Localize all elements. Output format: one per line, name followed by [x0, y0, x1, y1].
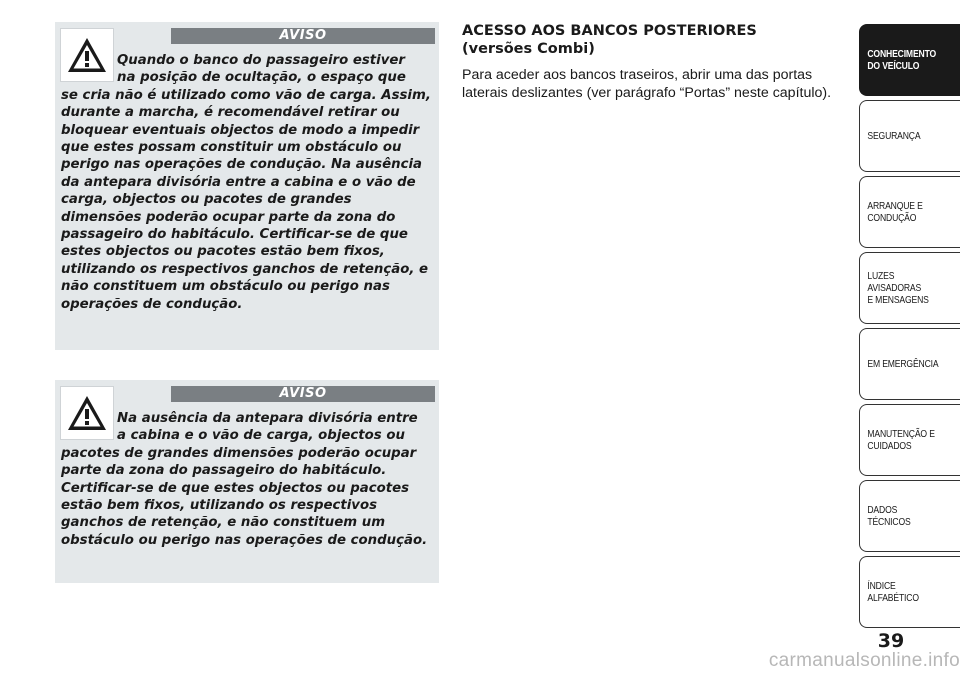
tab-label: LUZES AVISADORAS E MENSAGENS: [867, 270, 929, 306]
warning-text-line-1: Na ausência da antepara divisória entre: [117, 411, 418, 426]
tab-conhecimento-do-veiculo[interactable]: [859, 24, 960, 96]
warning-text-line-2: a cabina e o vão de carga, objectos ou: [117, 428, 405, 444]
warning-text: [61, 52, 433, 313]
tab-label: CONHECIMENTO DO VEÍCULO: [867, 48, 937, 72]
warning-header: AVISO: [171, 28, 435, 44]
warning-text-line-1: Quando o banco do passageiro estiver: [117, 53, 405, 68]
tab-indice-alfabetico[interactable]: [859, 556, 960, 628]
page-number: 39: [877, 630, 905, 652]
tab-dados-tecnicos[interactable]: [859, 480, 960, 552]
warning-box-1: [55, 22, 439, 350]
warning-text-rest: pacotes de grandes dimensões poderão ocupar parte da zona do passageiro do habitáculo. Certificar-se de que estes objectos ou pacotes estão bem fixos, utilizando os respectivos ganchos de retenção, e não constituem um obstáculo ou perigo nas operações de condução.: [61, 445, 428, 548]
warning-header: AVISO: [171, 386, 435, 402]
tab-label: SEGURANÇA: [867, 130, 921, 142]
tab-manutencao-e-cuidados[interactable]: [859, 404, 960, 476]
section-body: Para aceder aos bancos traseiros, abrir uma das portas laterais deslizantes (ver parágrafo “Portas” neste capítulo).: [462, 67, 832, 101]
tab-em-emergencia[interactable]: [859, 328, 960, 400]
tab-label: ÍNDICE ALFABÉTICO: [867, 580, 919, 604]
warning-text-line-2: na posição de ocultação, o espaço que: [117, 70, 406, 86]
tab-label: DADOS TÉCNICOS: [867, 504, 911, 528]
warning-text: [61, 410, 433, 549]
warning-box-2: [55, 380, 439, 583]
tab-arranque-e-conducao[interactable]: [859, 176, 960, 248]
tab-label: MANUTENÇÃO E CUIDADOS: [867, 428, 935, 452]
warning-text-rest: se cria não é utilizado como vão de carga. Assim, durante a marcha, é recomendável retirar ou bloquear eventuais objectos de modo a impedir que estes possam constituir um obstáculo ou perigo nas operações de condução. Na ausência da antepara divisória entre a cabina e o vão de carga, objectos ou pacotes de grandes dimensões poderão ocupar parte da zona do passageiro do habitáculo. Certificar-se de que estes objectos ou pacotes estão bem fixos, utilizando os respectivos ganchos de retenção, e não constituem um obstáculo ou perigo nas operações de condução.: [61, 87, 431, 312]
tab-seguranca[interactable]: [859, 100, 960, 172]
tab-label: ARRANQUE E CONDUÇÃO: [867, 200, 923, 224]
watermark: carmanualsonline.info: [768, 650, 960, 671]
tab-label: EM EMERGÊNCIA: [867, 358, 939, 370]
tab-luzes-avisadoras[interactable]: [859, 252, 960, 324]
section-title: ACESSO AOS BANCOS POSTERIORES (versões Combi): [462, 23, 757, 57]
